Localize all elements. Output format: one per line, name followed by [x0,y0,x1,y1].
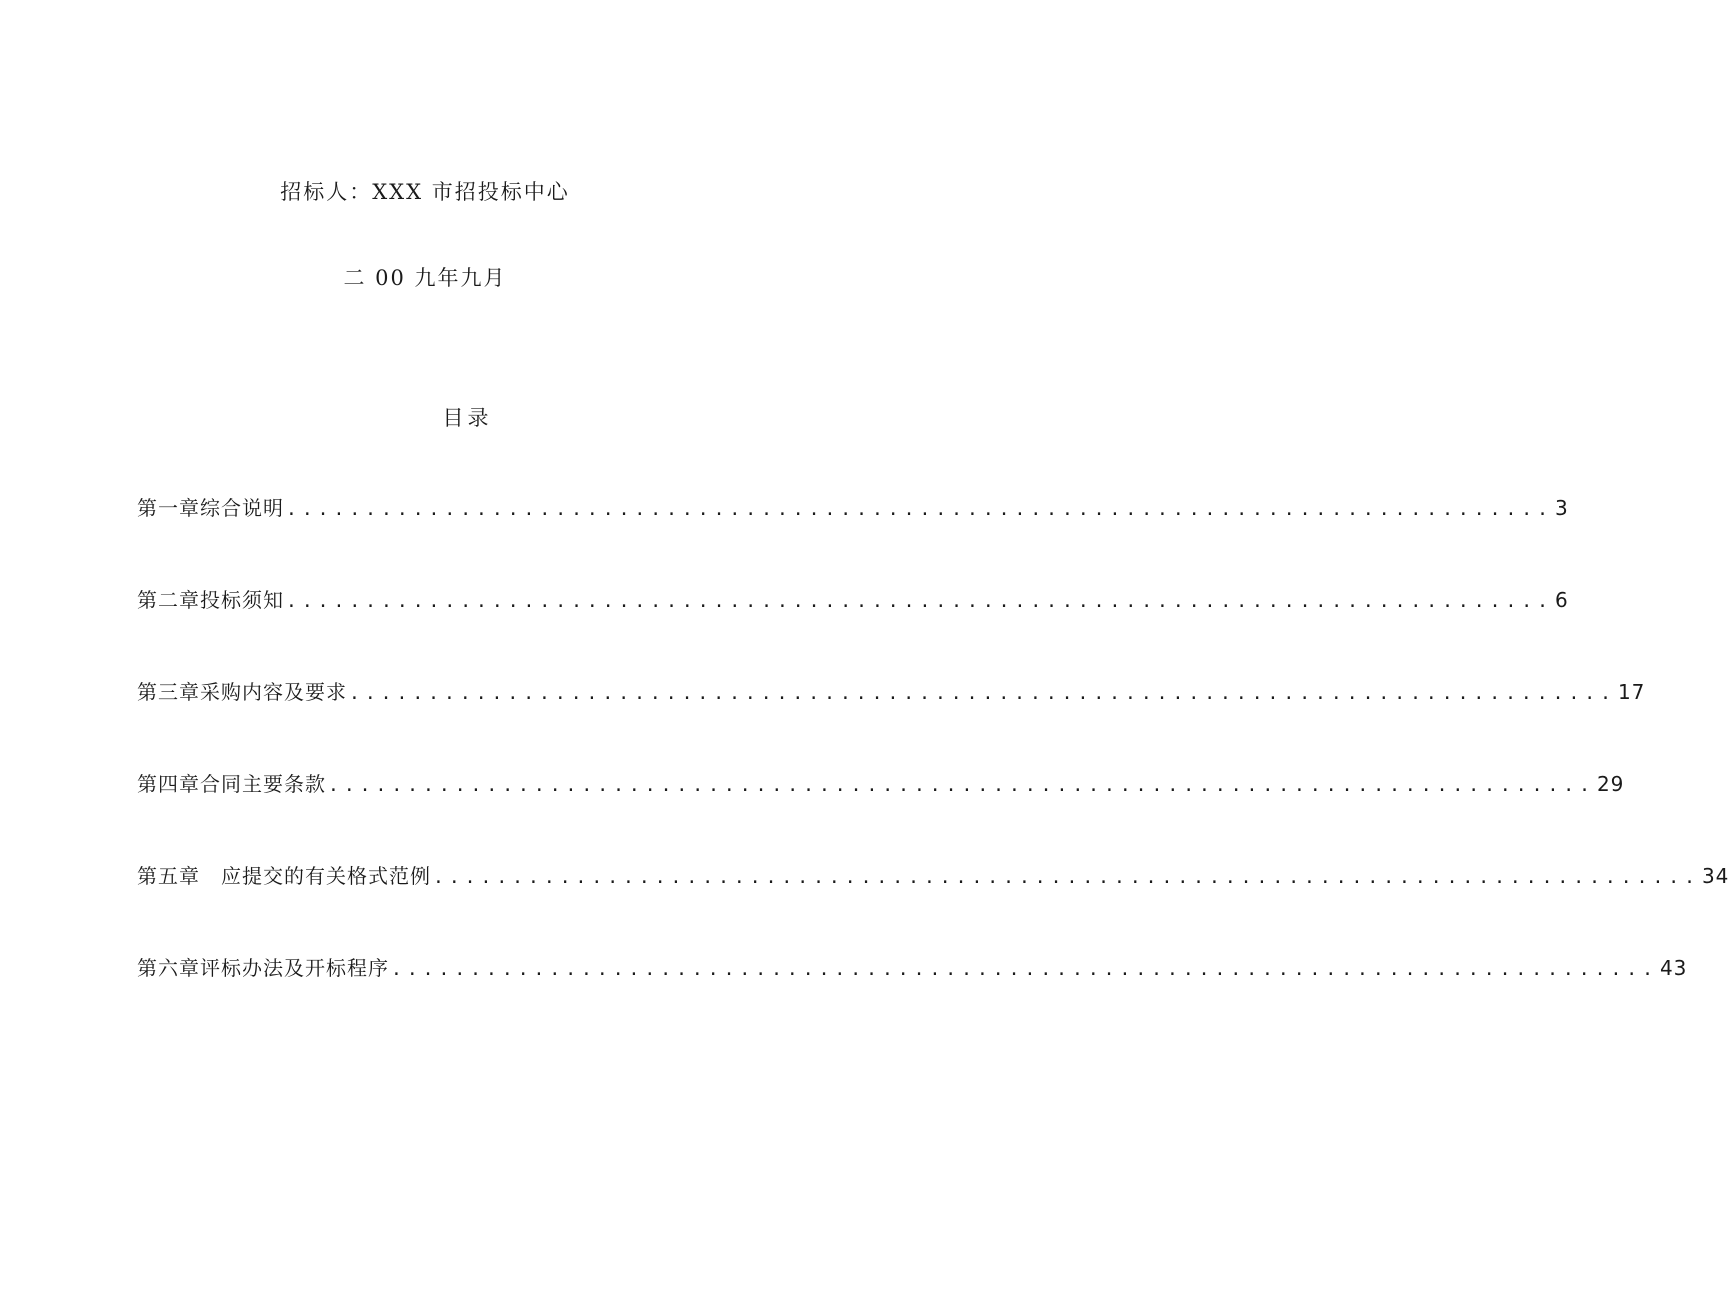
toc-entry-page: 17 [1617,680,1646,704]
toc-entry-chapter-2[interactable] [137,584,1569,676]
toc-dot-leader: ................................................................................ [433,867,1700,888]
issuer-line: 招标人：XXX 市招投标中心 [280,180,570,204]
toc-heading: 目录 [442,406,493,430]
toc-entry-page: 43 [1659,956,1688,980]
toc-entry-page: 3 [1554,496,1569,520]
toc-dot-leader: ................................................................................ [286,591,1553,612]
toc-dot-leader: ................................................................................ [349,683,1616,704]
toc-entry-chapter-6[interactable] [137,952,1688,1044]
toc-entry-title: 第二章投标须知 [137,588,284,612]
table-of-contents [137,492,1729,1044]
toc-entry-chapter-1[interactable] [137,492,1569,584]
toc-entry-title: 第四章合同主要条款 [137,772,326,796]
toc-entry-title: 第三章采购内容及要求 [137,680,347,704]
toc-entry-chapter-3[interactable] [137,676,1646,768]
toc-entry-page: 6 [1554,588,1569,612]
toc-entry-page: 29 [1596,772,1625,796]
toc-entry-chapter-5[interactable] [137,860,1729,952]
toc-entry-chapter-4[interactable] [137,768,1625,860]
issue-date: 二 00 九年九月 [343,266,507,290]
toc-entry-title: 第六章评标办法及开标程序 [137,956,389,980]
toc-dot-leader: ................................................................................ [286,499,1553,520]
toc-entry-title: 第一章综合说明 [137,496,284,520]
toc-entry-page: 34 [1701,864,1729,888]
toc-dot-leader: ................................................................................ [328,775,1595,796]
toc-dot-leader: ................................................................................ [391,959,1658,980]
toc-entry-title: 第五章 应提交的有关格式范例 [137,864,431,888]
